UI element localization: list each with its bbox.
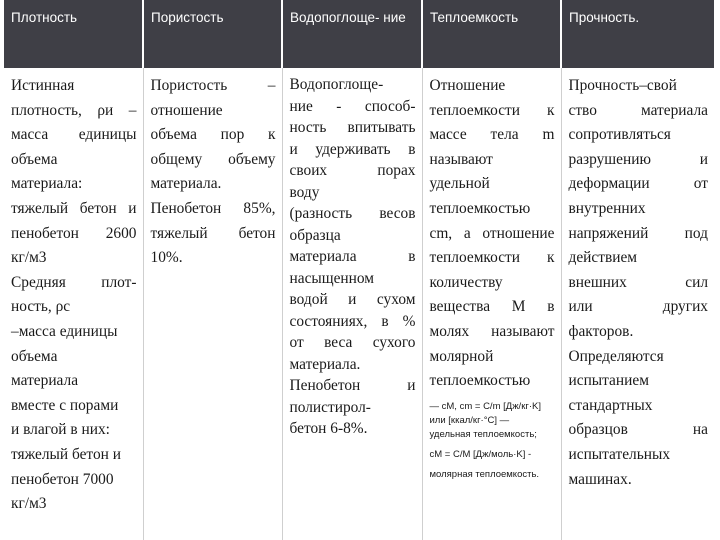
strength-line: действием (568, 249, 638, 267)
formula-line: — cM, cm = C/m [Дж/кг·K] (429, 400, 541, 412)
density-line: тяжелый бетон и (11, 199, 137, 217)
heat-line: cm, а отношение (429, 224, 555, 242)
heat-line: теплоемкостью (429, 199, 531, 217)
heat-line: молях называют (429, 322, 555, 340)
porosity-cell (143, 68, 282, 540)
heat-line: Отношение (429, 77, 506, 94)
heat-line: теплоемкости к (429, 101, 555, 119)
formula-line: удельная теплоемкость; (429, 428, 537, 440)
absorption-line: ние - способ- (289, 97, 416, 115)
header-density: Плотность (4, 0, 143, 68)
porosity-line: Пористость – (150, 77, 276, 94)
density-line: объема (11, 150, 58, 168)
absorption-line: образца (289, 226, 341, 244)
density-line: кг/м3 (11, 249, 47, 267)
absorption-line: материала в (289, 248, 416, 265)
density-line: и влагой в них: (11, 421, 110, 439)
density-line: пенобетон 7000 (11, 470, 114, 488)
heat-line: массе тела m (429, 126, 555, 144)
absorption-line: бетон 6-8%. (289, 420, 368, 437)
porosity-line: материала. (150, 175, 222, 193)
heat-capacity-cell (422, 68, 561, 540)
heat-line: теплоемкостью (429, 372, 531, 390)
absorption-line: полистирол- (289, 398, 371, 416)
strength-line: машинах. (568, 470, 632, 488)
heat-line: теплоемкости к (429, 249, 555, 267)
density-line: Истинная (11, 77, 75, 94)
porosity-line: общему объему (150, 150, 276, 168)
strength-line: ство материала (568, 101, 708, 119)
absorption-line: Водопоглоще- (289, 76, 384, 93)
formula-line: молярная теплоемкость. (429, 468, 540, 480)
properties-table (4, 0, 714, 540)
density-line: тяжелый бетон и (11, 445, 121, 463)
strength-line: внешних сил (568, 273, 708, 291)
absorption-line: воду (289, 183, 320, 201)
absorption-line: материала. (289, 355, 361, 373)
strength-line: деформации от (568, 175, 708, 193)
density-line: объема (11, 347, 58, 365)
strength-line: образцов на (568, 421, 708, 439)
porosity-line: Пенобетон 85%, (150, 199, 276, 217)
content-row (4, 68, 714, 540)
density-line: пенобетон 2600 (11, 224, 137, 242)
strength-line: испытательных (568, 445, 671, 463)
heat-line: называют (429, 150, 493, 168)
density-line: ность, ρс (11, 298, 71, 316)
header-strength: Прочность. (561, 0, 714, 68)
absorption-line: своих порах (289, 162, 416, 179)
absorption-line: водой и сухом (289, 291, 416, 308)
density-line: плотность, ρи – (11, 101, 137, 119)
density-line: материала: (11, 175, 83, 193)
strength-line: напряжений под (568, 224, 708, 242)
density-line: –масса единицы (11, 322, 118, 340)
porosity-line: 10%. (150, 249, 183, 267)
density-line: кг/м3 (11, 495, 47, 513)
formula-line: cM = C/M [Дж/моль·K] - (429, 448, 532, 460)
formula-line: или [ккал/кг·°C] — (429, 414, 510, 426)
density-cell (4, 68, 143, 540)
header-heat-capacity: Теплоемкость (422, 0, 561, 68)
absorption-line: состояниях, в % (289, 312, 416, 330)
strength-line: факторов. (568, 322, 634, 340)
strength-line: Определяются (568, 347, 664, 365)
water-absorption-cell (282, 68, 422, 540)
header-row (4, 0, 714, 68)
strength-line: Прочность–свой (568, 77, 677, 94)
strength-line: стандартных (568, 396, 653, 414)
strength-cell (561, 68, 714, 540)
strength-line: разрушению и (568, 150, 708, 168)
density-line: Средняя плот- (11, 273, 137, 291)
absorption-line: и удерживать в (289, 140, 416, 158)
density-line: вместе с порами (11, 396, 119, 414)
header-porosity: Пористость (143, 0, 282, 68)
heat-line: молярной (429, 347, 494, 365)
absorption-line: (разность весов (289, 205, 416, 222)
heat-line: количеству (429, 273, 503, 291)
header-water-absorption: Водопоглоще- ние (282, 0, 422, 68)
strength-line: внутренних (568, 199, 646, 217)
heat-formula-block (430, 400, 555, 482)
porosity-line: объема пор к (150, 126, 276, 144)
heat-line: вещества M в (429, 298, 555, 316)
strength-line: или других (568, 298, 708, 316)
density-line: материала (11, 372, 79, 390)
porosity-line: тяжелый бетон (150, 224, 276, 242)
absorption-line: ность впитывать (289, 119, 416, 136)
absorption-line: насыщенном (289, 269, 375, 287)
density-line: масса единицы (11, 126, 137, 144)
strength-line: испытанием (568, 372, 649, 390)
porosity-line: отношение (150, 101, 223, 119)
absorption-line: Пенобетон и (289, 377, 416, 394)
heat-line: удельной (429, 175, 490, 193)
strength-line: сопротивляться (568, 126, 671, 144)
absorption-line: от веса сухого (289, 334, 416, 351)
